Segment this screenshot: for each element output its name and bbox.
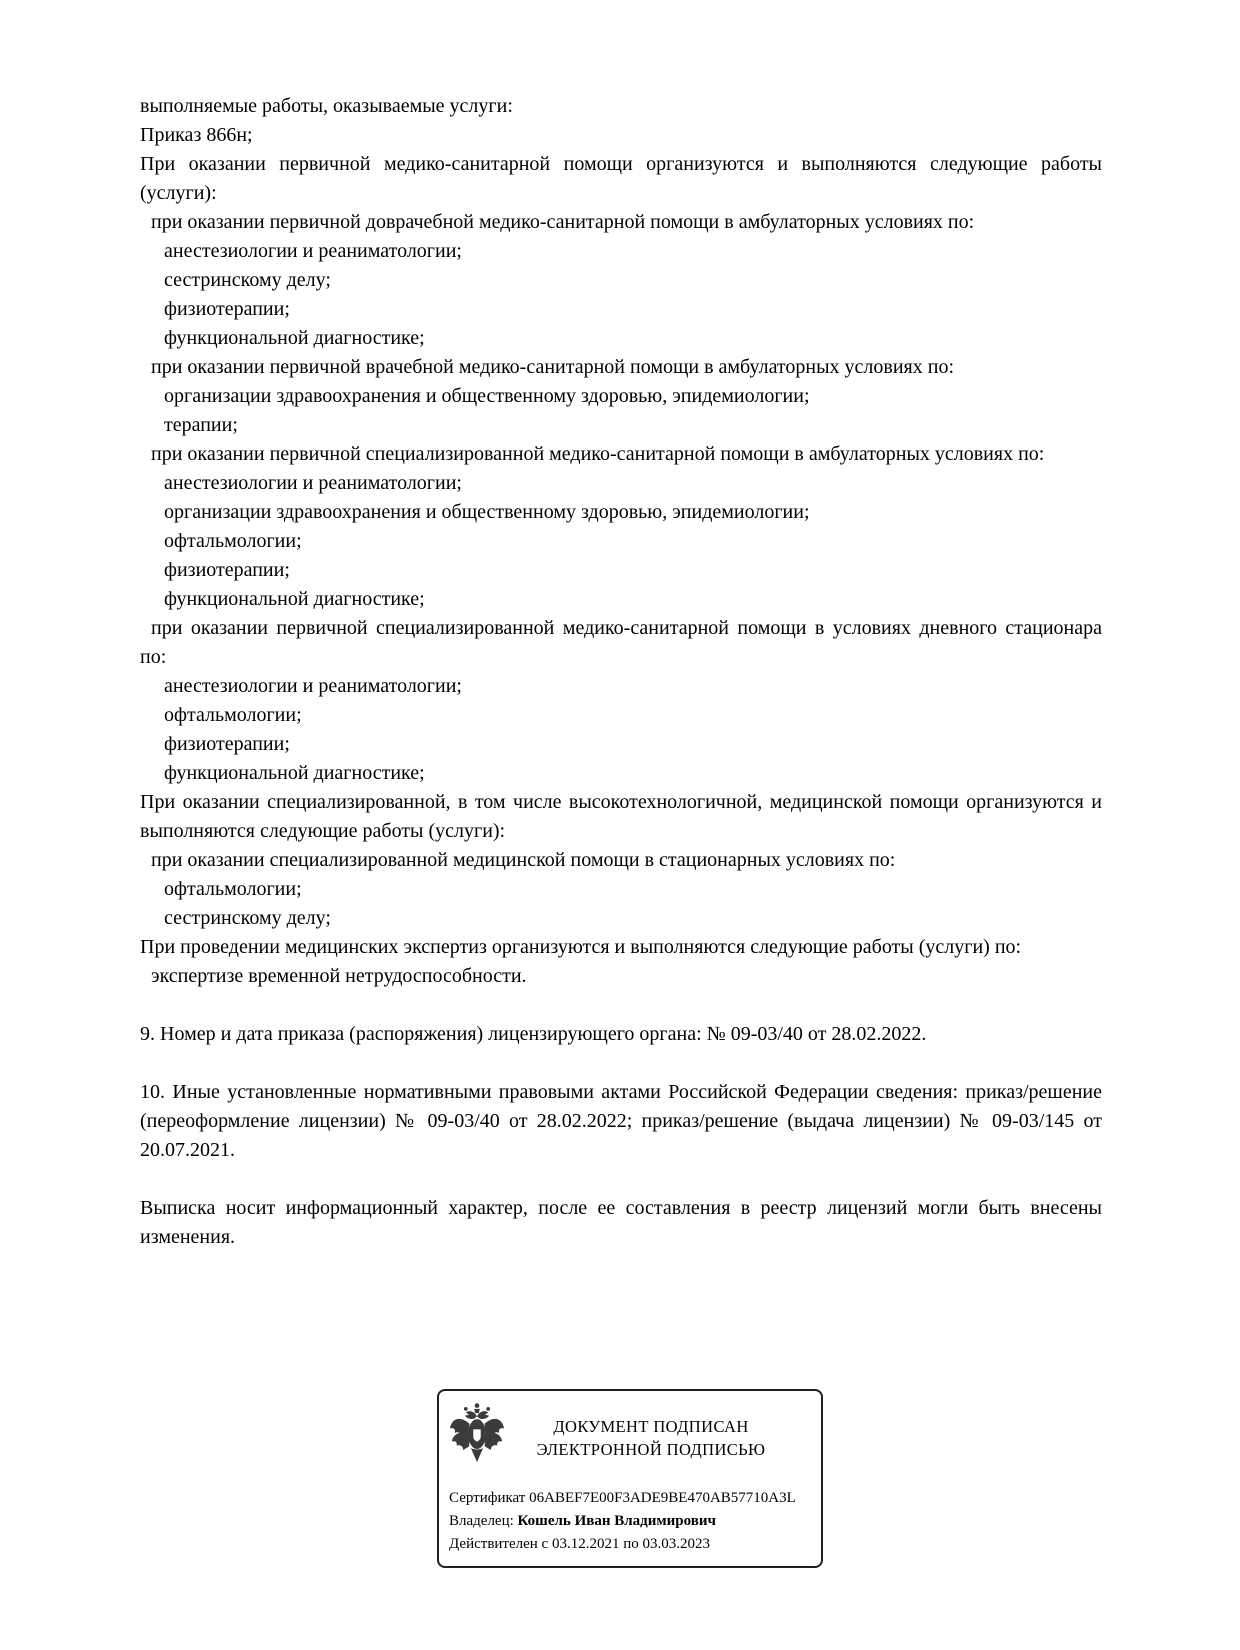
- stamp-title-line2: ЭЛЕКТРОННОЙ ПОДПИСЬЮ: [536, 1439, 766, 1459]
- paragraph: Приказ 866н;: [140, 124, 253, 146]
- paragraph: физиотерапии;: [164, 559, 290, 581]
- paragraph: При оказании специализированной, в том числе высокотехнологичной, медицинской помощи организуются и выполняются следующие работы (услуги):: [140, 791, 1102, 842]
- paragraph: организации здравоохранения и общественному здоровью, эпидемиологии;: [164, 501, 810, 523]
- paragraph: при оказании первичной доврачебной медико-санитарной помощи в амбулаторных условиях по:: [151, 211, 975, 233]
- paragraph: анестезиологии и реаниматологии;: [164, 675, 462, 697]
- paragraph: физиотерапии;: [164, 298, 290, 320]
- document-body: [140, 92, 1102, 1252]
- stamp-header: [449, 1399, 811, 1476]
- paragraph: анестезиологии и реаниматологии;: [164, 240, 462, 262]
- paragraph: при оказании первичной специализированной медико-санитарной помощи в амбулаторных условиях по:: [151, 443, 1045, 465]
- paragraph: физиотерапии;: [164, 733, 290, 755]
- paragraph: 9. Номер и дата приказа (распоряжения) лицензирующего органа: № 09-03/40 от 28.02.2022.: [140, 1023, 927, 1045]
- paragraph: функциональной диагностике;: [164, 327, 425, 349]
- paragraph: при оказании специализированной медицинской помощи в стационарных условиях по:: [151, 849, 896, 871]
- paragraph: анестезиологии и реаниматологии;: [164, 472, 462, 494]
- stamp-title-line1: ДОКУМЕНТ ПОДПИСАН: [553, 1416, 749, 1436]
- paragraph: функциональной диагностике;: [164, 588, 425, 610]
- stamp-validity-line: Действителен с 03.12.2021 по 03.03.2023: [449, 1536, 710, 1552]
- paragraph: при оказании первичной врачебной медико-санитарной помощи в амбулаторных условиях по:: [151, 356, 955, 378]
- paragraph: организации здравоохранения и общественному здоровью, эпидемиологии;: [164, 385, 810, 407]
- digital-signature-stamp: [437, 1389, 823, 1568]
- stamp-owner-line: [449, 1510, 811, 1533]
- paragraph: экспертизе временной нетрудоспособности.: [151, 965, 527, 987]
- paragraph: сестринскому делу;: [164, 269, 331, 291]
- certificate-value: 06ABEF7E00F3ADE9BE470AB57710A3L: [529, 1490, 796, 1506]
- paragraph: терапии;: [164, 414, 238, 436]
- stamp-info: [449, 1487, 811, 1556]
- certificate-label: Сертификат: [449, 1490, 526, 1506]
- paragraph: 10. Иные установленные нормативными правовыми актами Российской Федерации сведения: приказ/решение (переоформление лицензии) № 09-03/40 от 28.02.2022; приказ/решение (выдача лицензии) № 09-03/145 от 20.07.2021.: [140, 1081, 1102, 1161]
- paragraph: сестринскому делу;: [164, 907, 331, 929]
- paragraph: при оказании первичной специализированной медико-санитарной помощи в условиях дневного стационара по:: [140, 617, 1102, 668]
- stamp-certificate-line: [449, 1487, 811, 1510]
- paragraph: офтальмологии;: [164, 878, 302, 900]
- owner-value: Кошель Иван Владимирович: [517, 1513, 716, 1529]
- paragraph: офтальмологии;: [164, 530, 302, 552]
- paragraph: офтальмологии;: [164, 704, 302, 726]
- owner-label: Владелец:: [449, 1513, 514, 1529]
- paragraph: функциональной диагностике;: [164, 762, 425, 784]
- paragraph: Выписка носит информационный характер, после ее составления в реестр лицензий могли быть внесены изменения.: [140, 1197, 1102, 1248]
- paragraph: выполняемые работы, оказываемые услуги:: [140, 95, 513, 117]
- paragraph: При проведении медицинских экспертиз организуются и выполняются следующие работы (услуги) по:: [140, 936, 1022, 958]
- stamp-title: [505, 1415, 811, 1461]
- coat-of-arms-eagle-icon: [449, 1399, 505, 1476]
- paragraph: При оказании первичной медико-санитарной помощи организуются и выполняются следующие работы (услуги):: [140, 153, 1102, 204]
